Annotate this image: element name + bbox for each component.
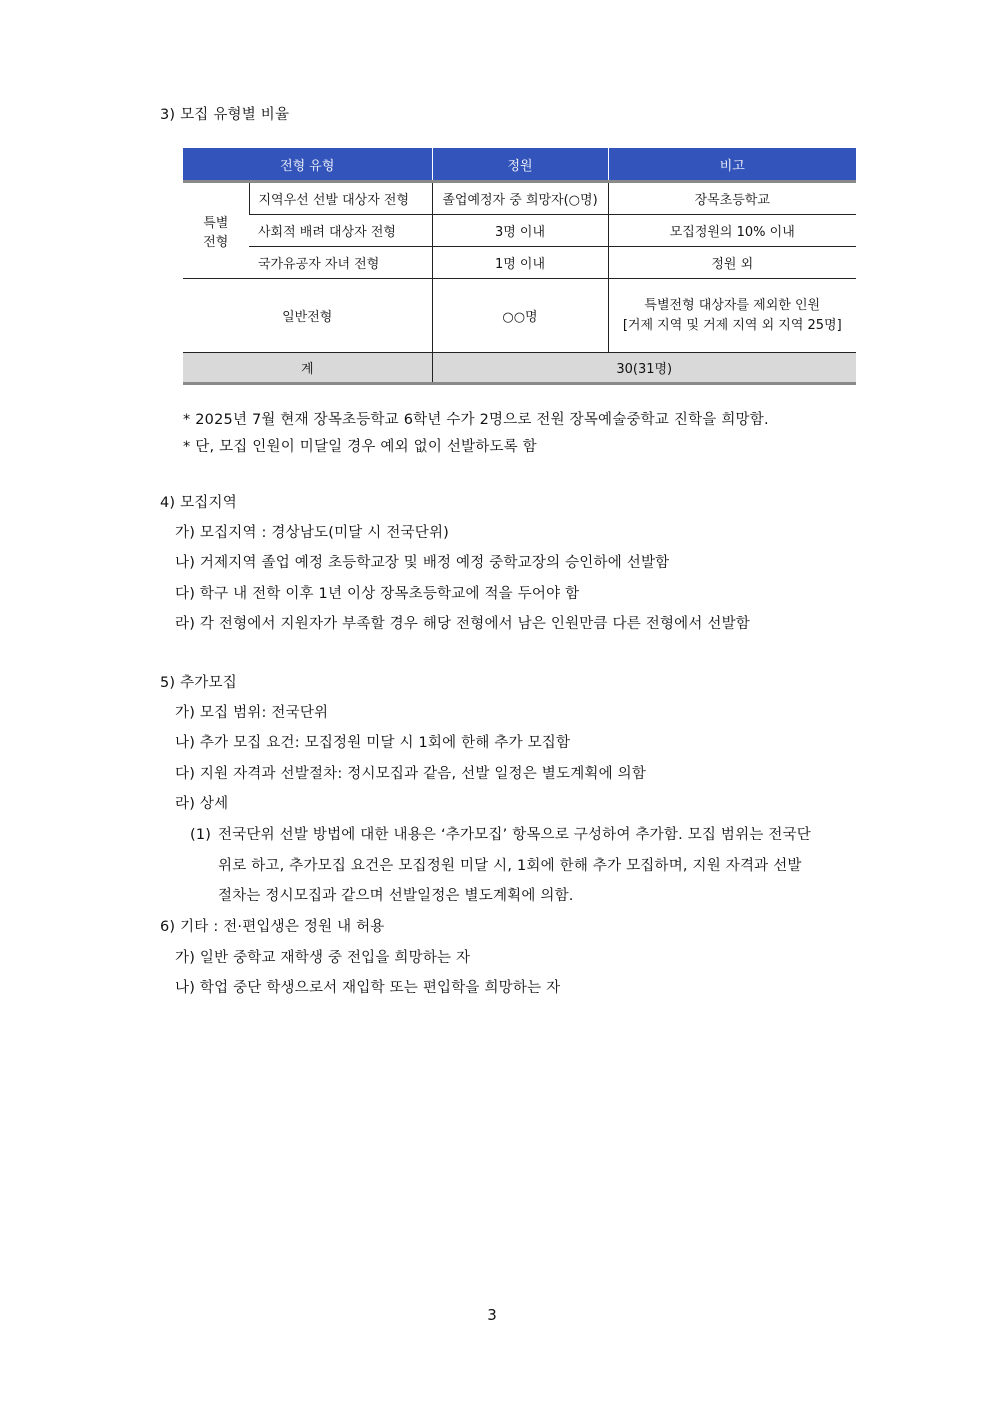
- list-item: 가) 모집지역 : 경상남도(미달 시 전국단위): [175, 525, 450, 541]
- note-line: * 2025년 7월 현재 장목초등학교 6학년 수가 2명으로 전원 장목예술중학교 진학을 희망함.: [183, 412, 769, 428]
- section-6-heading: 6) 기타 : 전·편입생은 정원 내 허용: [160, 919, 385, 935]
- list-item: 가) 일반 중학교 재학생 중 전입을 희망하는 자: [175, 950, 471, 966]
- note-line: 특별전형 대상자를 제외한 인원: [644, 297, 821, 313]
- detail-line: 위로 하고, 추가모집 요건은 모집정원 미달 시, 1회에 한해 추가 모집하며, 지원 자격과 선발: [218, 858, 802, 874]
- total-value: 30(31명): [432, 353, 856, 384]
- note-line: [거제 지역 및 거제 지역 외 지역 25명]: [622, 317, 842, 333]
- table-row-general: [183, 279, 856, 353]
- section-3-heading: 3) 모집 유형별 비율: [160, 107, 290, 123]
- group-label-line: 전형: [203, 234, 229, 250]
- section-5-heading: 5) 추가모집: [160, 675, 237, 691]
- note-line: * 단, 모집 인원이 미달일 경우 예외 없이 선발하도록 함: [183, 439, 537, 455]
- cell-note: 모집정원의 10% 이내: [608, 215, 856, 247]
- list-item: 라) 각 전형에서 지원자가 부족할 경우 해당 전형에서 남은 인원만큼 다른 전형에서 선발함: [175, 616, 751, 632]
- group-label-line: 특별: [203, 215, 229, 231]
- table-row: [183, 247, 856, 279]
- cell-quota: 3명 이내: [432, 215, 608, 247]
- list-item: 나) 학업 중단 학생으로서 재입학 또는 편입학을 희망하는 자: [175, 980, 561, 996]
- list-item: 라) 상세: [175, 796, 229, 812]
- table-row: [183, 182, 856, 215]
- cell-note: 장목초등학교: [608, 182, 856, 215]
- cell-type: 지역우선 선발 대상자 전형: [249, 182, 432, 215]
- table-row-total: [183, 353, 856, 384]
- list-item: 다) 학구 내 전학 이후 1년 이상 장목초등학교에 적을 두어야 함: [175, 586, 580, 602]
- cell-quota: 1명 이내: [432, 247, 608, 279]
- header-type: 전형 유형: [183, 148, 432, 182]
- recruitment-ratio-table: [183, 148, 856, 385]
- list-item: 나) 추가 모집 요건: 모집정원 미달 시 1회에 한해 추가 모집함: [175, 735, 571, 751]
- header-quota: 정원: [432, 148, 608, 182]
- cell-type: 사회적 배려 대상자 전형: [249, 215, 432, 247]
- cell-type: 일반전형: [183, 279, 432, 353]
- cell-note: 정원 외: [608, 247, 856, 279]
- header-note: 비고: [608, 148, 856, 182]
- page-number: 3: [487, 1306, 497, 1324]
- section-4-heading: 4) 모집지역: [160, 495, 237, 511]
- list-item: 나) 거제지역 졸업 예정 초등학교장 및 배정 예정 중학교장의 승인하에 선발함: [175, 555, 670, 571]
- cell-note: [608, 279, 856, 353]
- detail-line: 절차는 정시모집과 같으며 선발일정은 별도계획에 의함.: [218, 888, 574, 904]
- list-item: 다) 지원 자격과 선발절차: 정시모집과 같음, 선발 일정은 별도계획에 의함: [175, 766, 647, 782]
- special-group-label: [183, 182, 249, 279]
- detail-marker: (1): [190, 827, 212, 843]
- cell-quota: 졸업예정자 중 희망자(○명): [432, 182, 608, 215]
- cell-type: 국가유공자 자녀 전형: [249, 247, 432, 279]
- table-row: [183, 215, 856, 247]
- list-item: 가) 모집 범위: 전국단위: [175, 705, 329, 721]
- cell-quota: ○○명: [432, 279, 608, 353]
- detail-line: 전국단위 선발 방법에 대한 내용은 ‘추가모집’ 항목으로 구성하여 추가함. 모집 범위는 전국단: [218, 827, 811, 843]
- table-header-row: [183, 148, 856, 182]
- total-label: 계: [183, 353, 432, 384]
